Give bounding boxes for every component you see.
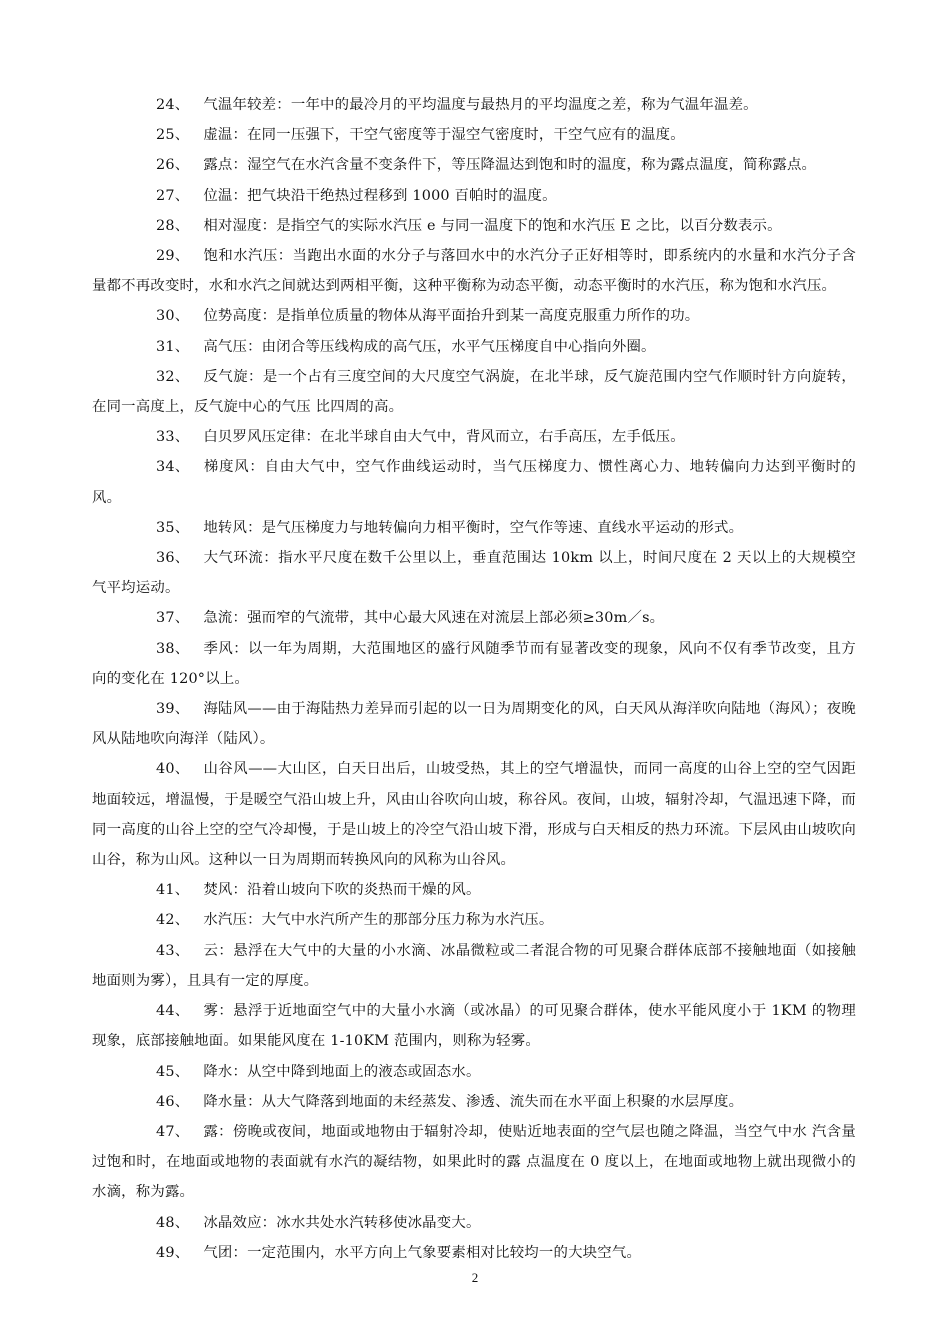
glossary-entry	[92, 301, 856, 331]
entry-number: 24、	[156, 97, 190, 113]
entry-text: 焚风：沿着山坡向下吹的炎热而干燥的风。	[203, 882, 481, 899]
glossary-entry	[92, 150, 856, 180]
entry-number: 49、	[156, 1244, 190, 1261]
glossary-entry	[92, 754, 856, 875]
glossary-entry	[92, 996, 856, 1056]
entry-text: 位温：把气块沿干绝热过程移到 1000 百帕时的温度。	[203, 187, 557, 204]
entry-text: 季风：以一年为周期，大范围地区的盛行风随季节而有显著改变的现象，风向不仅有季节改变，且方向的变化在 120°以上。	[92, 640, 856, 687]
entry-text: 露点：湿空气在水汽含量不变条件下，等压降温达到饱和时的温度，称为露点温度，简称露点。	[203, 157, 817, 174]
glossary-entry	[92, 936, 856, 996]
glossary-entry	[92, 1087, 856, 1117]
glossary-entry	[92, 875, 856, 905]
entry-text: 云：悬浮在大气中的大量的小水滴、冰晶微粒或二者混合物的可见聚合群体底部不接触地面（如接触地面则为雾），且具有一定的厚度。	[92, 942, 856, 989]
entry-number: 46、	[156, 1093, 190, 1110]
entry-number: 39、	[156, 701, 190, 718]
entry-number: 41、	[156, 882, 190, 899]
entry-number: 44、	[156, 1003, 190, 1020]
entry-number: 34、	[156, 459, 190, 476]
glossary-entry	[92, 211, 856, 241]
entry-text: 露：傍晚或夜间，地面或地物由于辐射冷却，使贴近地表面的空气层也随之降温，当空气中水 汽含量过饱和时，在地面或地物的表面就有水汽的凝结物，如果此时的露 点温度在 0 度以上，在地面或地物上就出现微小的水滴，称为露。	[92, 1123, 856, 1201]
glossary-entry	[92, 513, 856, 543]
glossary-entry	[92, 332, 856, 362]
glossary-entry	[92, 452, 856, 512]
entry-text: 位势高度：是指单位质量的物体从海平面抬升到某一高度克服重力所作的功。	[203, 308, 700, 325]
entry-number: 28、	[156, 217, 190, 234]
entry-text: 急流：强而窄的气流带，其中心最大风速在对流层上部必须≥30m／s。	[203, 610, 665, 627]
page-number: 2	[471, 1270, 479, 1285]
entry-text: 反气旋：是一个占有三度空间的大尺度空气涡旋，在北半球，反气旋范围内空气作顺时针方向旋转，在同一高度上，反气旋中心的气压 比四周的高。	[92, 368, 856, 416]
entry-number: 42、	[156, 912, 190, 929]
entry-number: 29、	[156, 248, 190, 265]
glossary-entry	[92, 181, 856, 211]
entry-number: 32、	[156, 368, 190, 385]
entry-number: 45、	[156, 1063, 190, 1080]
entry-text: 气温年较差：一年中的最冷月的平均温度与最热月的平均温度之差，称为气温年温差。	[203, 97, 758, 113]
entry-text: 相对湿度：是指空气的实际水汽压 e 与同一温度下的饱和水汽压 E 之比，以百分数表示。	[203, 217, 782, 234]
glossary-entry	[92, 90, 856, 120]
glossary-entry	[92, 543, 856, 603]
entry-text: 高气压：由闭合等压线构成的高气压，水平气压梯度自中心指向外圈。	[203, 338, 656, 355]
entry-number: 37、	[156, 610, 190, 627]
entry-number: 31、	[156, 338, 190, 355]
entry-text: 地转风：是气压梯度力与地转偏向力相平衡时，空气作等速、直线水平运动的形式。	[203, 519, 744, 536]
glossary-entry	[92, 634, 856, 694]
entry-text: 冰晶效应：冰水共处水汽转移使冰晶变大。	[203, 1214, 481, 1231]
entry-number: 27、	[156, 187, 190, 204]
entry-text: 雾：悬浮于近地面空气中的大量小水滴（或冰晶）的可见聚合群体，使水平能风度小于 1KM 的物理现象，底部接触地面。如果能风度在 1-10KM 范围内，则称为轻雾。	[92, 1003, 856, 1050]
entry-text: 大气环流：指水平尺度在数千公里以上，垂直范围达 10km 以上，时间尺度在 2 天以上的大规模空气平均运动。	[92, 550, 856, 597]
document-body	[92, 90, 856, 1268]
entry-text: 降水：从空中降到地面上的液态或固态水。	[203, 1063, 481, 1080]
glossary-entry	[92, 1208, 856, 1238]
entry-number: 38、	[156, 640, 190, 657]
entry-text: 白贝罗风压定律：在北半球自由大气中，背风而立，右手高压，左手低压。	[203, 429, 685, 446]
entry-text: 饱和水汽压：当跑出水面的水分子与落回水中的水汽分子正好相等时，即系统内的水量和水汽分子含量都不再改变时，水和水汽之间就达到两相平衡，这种平衡称为动态平衡，动态平衡时的水汽压，称为饱和水汽压。	[92, 248, 856, 295]
glossary-entry	[92, 1057, 856, 1087]
glossary-entry	[92, 241, 856, 301]
glossary-entry	[92, 603, 856, 633]
entry-number: 43、	[156, 942, 190, 959]
glossary-entry	[92, 362, 856, 422]
entry-number: 48、	[156, 1214, 190, 1231]
entry-text: 降水量：从大气降落到地面的未经蒸发、渗透、流失而在水平面上积聚的水层厚度。	[203, 1093, 744, 1110]
glossary-entry	[92, 120, 856, 150]
entry-text: 山谷风——大山区，白天日出后，山坡受热，其上的空气增温快，而同一高度的山谷上空的空气因距地面较远，增温慢，于是暖空气沿山坡上升，风由山谷吹向山坡，称谷风。夜间，山坡，辐射冷却，气温迅速下降，而同一高度的山谷上空的空气冷却慢，于是山坡上的冷空气沿山坡下滑，形成与白天相反的热力环流。下层风由山坡吹向山谷，称为山风。这种以一日为周期而转换风向的风称为山谷风。	[92, 761, 856, 869]
glossary-entry	[92, 1117, 856, 1208]
entry-number: 33、	[156, 429, 190, 446]
entry-number: 30、	[156, 308, 190, 325]
entry-number: 35、	[156, 519, 190, 536]
glossary-entry	[92, 1238, 856, 1268]
entry-text: 海陆风——由于海陆热力差异而引起的以一日为周期变化的风，白天风从海洋吹向陆地（海风）；夜晚风从陆地吹向海洋（陆风）。	[92, 701, 856, 748]
entry-text: 气团：一定范围内，水平方向上气象要素相对比较均一的大块空气。	[203, 1244, 642, 1261]
entry-number: 40、	[156, 761, 190, 778]
entry-text: 虚温：在同一压强下，干空气密度等于湿空气密度时，干空气应有的温度。	[203, 127, 685, 144]
entry-text: 梯度风：自由大气中，空气作曲线运动时，当气压梯度力、惯性离心力、地转偏向力达到平衡时的风。	[92, 459, 856, 506]
entry-number: 36、	[156, 550, 190, 567]
entry-text: 水汽压：大气中水汽所产生的那部分压力称为水汽压。	[203, 912, 554, 929]
glossary-entry	[92, 694, 856, 754]
glossary-entry	[92, 905, 856, 935]
entry-number: 47、	[156, 1123, 190, 1140]
entry-number: 26、	[156, 157, 190, 174]
entry-number: 25、	[156, 127, 190, 144]
glossary-entry	[92, 422, 856, 452]
